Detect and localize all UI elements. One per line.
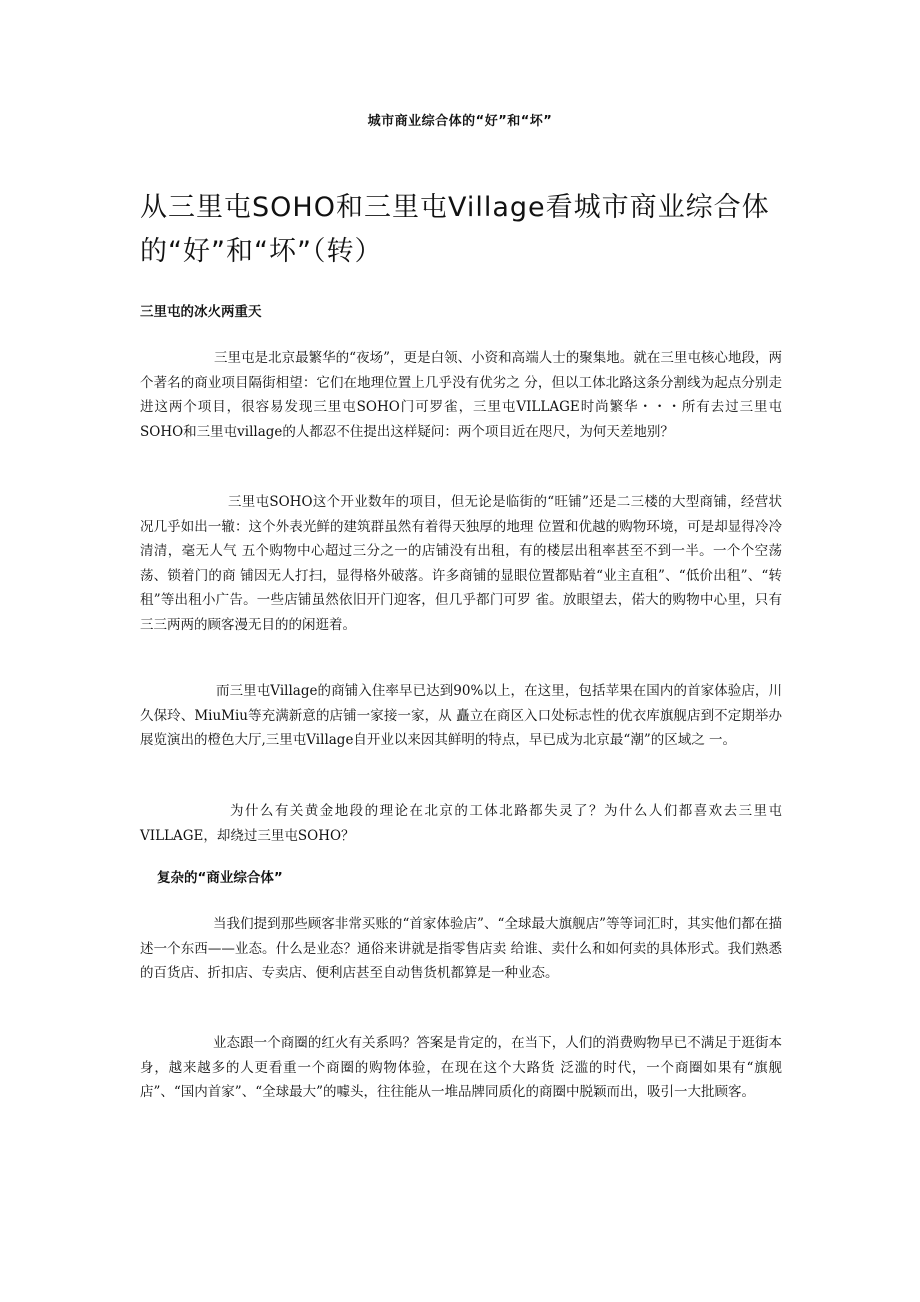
section-heading-2: 复杂的“商业综合体” <box>157 870 283 886</box>
section-1-paragraph-1: 三里屯是北京最繁华的“夜场”，更是白领、小资和高端人士的聚集地。就在三里屯核心地段，两个著名的商业项目隔街相望：它们在地理位置上几乎没有优劣之 分，但以工体北路这条分割线为起点分别走进这两个项目，很容易发现三里屯SOHO门可罗雀，三里屯VILLAGE时尚繁华・・・所有去过三里屯SOHO和三里屯village的人都忍不住提出这样疑问：两个项目近在咫尺，为何天差地别？ <box>140 350 782 440</box>
section-2-paragraph-2: 业态跟一个商圈的红火有关系吗？答案是肯定的，在当下，人们的消费购物早已不满足于逛街本身，越来越多的人更看重一个商圈的购物体验，在现在这个大路货 泛滥的时代，一个商圈如果有“旗舰店”、“国内首家”、“全球最大”的噱头，往往能从一堆品牌同质化的商圈中脱颖而出，吸引一大批顾客。 <box>140 1035 782 1100</box>
section-2-paragraph-1: 当我们提到那些顾客非常买账的“首家体验店”、“全球最大旗舰店”等等词汇时，其实他们都在描述一个东西——业态。什么是业态？通俗来讲就是指零售店卖 给谁、卖什么和如何卖的具体形式。我们熟悉的百货店、折扣店、专卖店、便利店甚至自动售货机都算是一种业态。 <box>140 916 782 981</box>
section-heading-1: 三里屯的冰火两重天 <box>140 304 262 320</box>
section-1-paragraph-3: 而三里屯Village的商铺入住率早已达到90%以上，在这里，包括苹果在国内的首家体验店，川久保玲、MiuMiu等充满新意的店铺一家接一家，从 矗立在商区入口处标志性的优衣库旗舰店到不定期举办展览演出的橙色大厅,三里屯Village自开业以来因其鲜明的特点，早已成为北京最“潮”的区域之 一。 <box>140 683 782 748</box>
running-header-title: 城市商业综合体的“好”和“坏” <box>367 114 553 129</box>
section-1-paragraph-2: 三里屯SOHO这个开业数年的项目，但无论是临街的“旺铺”还是二三楼的大型商铺，经营状况几乎如出一辙：这个外表光鲜的建筑群虽然有着得天独厚的地理 位置和优越的购物环境，可是却显得冷冷清清，毫无人气 五个购物中心超过三分之一的店铺没有出租，有的楼层出租率甚至不到一半。一个个空荡荡、锁着门的商 铺因无人打扫，显得格外破落。许多商铺的显眼位置都贴着“业主直租”、“低价出租”、“转租”等出租小广告。一些店铺虽然依旧开门迎客，但几乎都门可罗 雀。放眼望去，偌大的购物中心里，只有三三两两的顾客漫无目的的闲逛着。 <box>140 494 782 633</box>
article-title: 从三里屯SOHO和三里屯Village看城市商业综合体的“好”和“坏”（转） <box>140 192 770 267</box>
section-1-paragraph-4: 为什么有关黄金地段的理论在北京的工体北路都失灵了？为什么人们都喜欢去三里屯VILLAGE，却绕过三里屯SOHO？ <box>140 803 782 844</box>
